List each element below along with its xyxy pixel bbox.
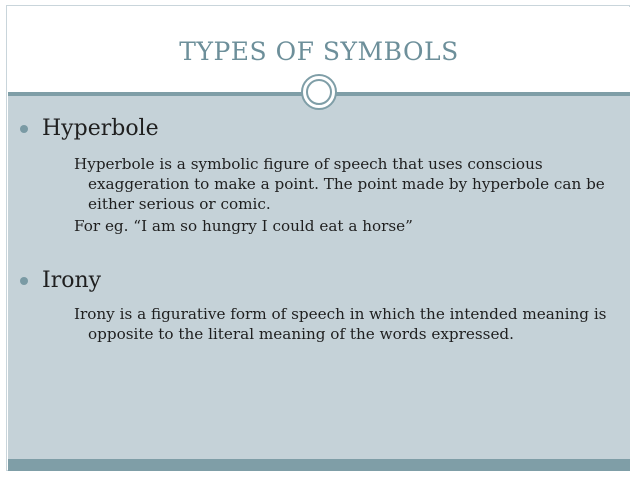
bottom-bar [8,459,630,471]
circle-ornament-icon [301,74,337,110]
content-area [8,96,630,459]
hyperbole-example: For eg. “I am so hungry I could eat a horse” [74,217,413,235]
bullet-irony [20,268,101,294]
irony-body: Irony is a figurative form of speech in which the intended meaning is opposite to the literal meaning of the words expressed. [74,305,607,343]
inner-circle-icon [306,79,332,105]
irony-definition [74,304,620,344]
hyperbole-example-block [74,216,620,236]
bullet-heading-irony: Irony [42,268,102,293]
bullet-heading-hyperbole: Hyperbole [42,116,159,141]
hyperbole-body: Hyperbole is a symbolic figure of speech that uses conscious exaggeration to make a point. The point made by hyperbole can be either serious or comic. [74,155,605,213]
bullet-hyperbole [20,116,159,142]
bullet-dot-icon [20,125,28,133]
slide-frame [6,5,630,471]
slide-title: TYPES OF SYMBOLS [179,37,459,66]
bullet-dot-icon [20,277,28,285]
hyperbole-definition [74,154,620,214]
